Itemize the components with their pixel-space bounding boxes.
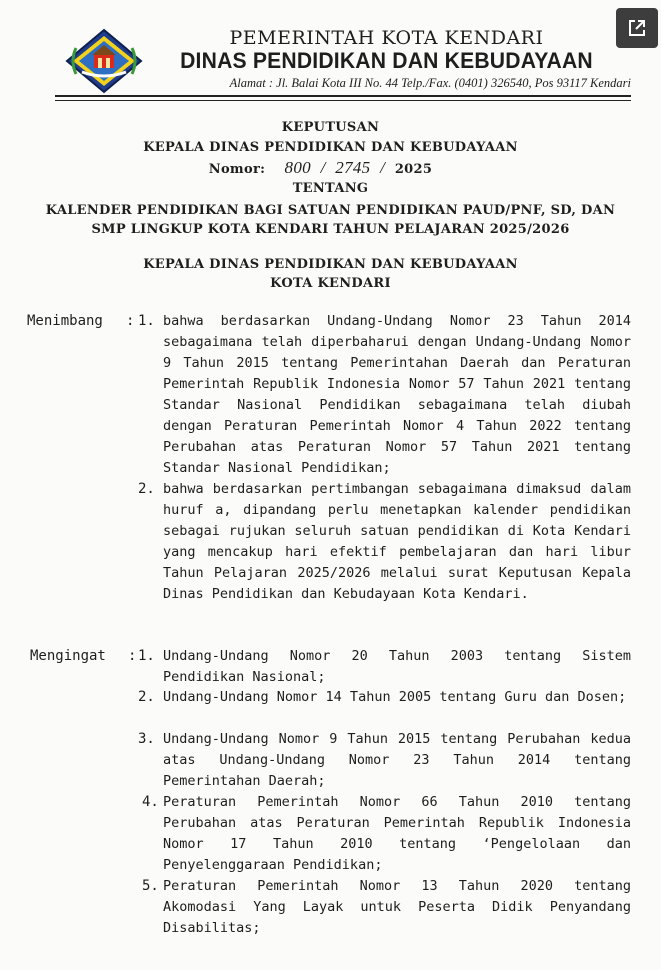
letterhead-rule-thin	[55, 100, 631, 101]
menimbang-item-1-text: bahwa berdasarkan Undang-Undang Nomor 23 Tahun 2014 sebagaimana telah diperbaharui dengan Undang-Undang Nomor 9 Tahun 2015 tentang Pemerintahan Daerah dan Peraturan Pemerintah Republik Indonesia Nomor 57 Tahun 2021 tentang Standar Nasional Pendidikan sebagaimana telah diubah dengan Peraturan Pemerintah Nomor 4 Tahun 2022 tentang Perubahan atas Peraturan Nomor 57 Tahun 2021 tentang Standar Nasional Pendidikan;	[163, 313, 631, 476]
authority-line-2: KOTA KENDARI	[270, 276, 391, 291]
number-separator-1: /	[320, 158, 326, 177]
letterhead-rule-thick	[55, 95, 631, 97]
letterhead-address: Alamat : Jl. Balai Kota III No. 44 Telp./Fax. (0401) 326540, Pos 93117 Kendari	[229, 76, 631, 90]
number-part-2: 2745	[335, 158, 371, 177]
decree-number	[0, 158, 651, 178]
number-separator-2: /	[380, 158, 386, 177]
mengingat-item-5-number: 5.	[142, 878, 159, 894]
menimbang-label: Menimbang	[27, 313, 103, 329]
decree-about: TENTANG	[292, 181, 369, 196]
number-year: 2025	[394, 162, 433, 177]
number-part-1: 800	[284, 158, 311, 177]
decree-subject-line-1: KALENDER PENDIDIKAN BAGI SATUAN PENDIDIKAN PAUD/PNF, SD, DAN	[45, 203, 616, 218]
mengingat-item-4-text: Peraturan Pemerintah Nomor 66 Tahun 2010 tentang Perubahan atas Peraturan Pemerintah Republik Indonesia Nomor 17 Tahun 2010 tentang ‘Pengelolaan dan Penyelenggaraan Pendidikan;	[163, 794, 631, 873]
mengingat-item-4-number: 4.	[142, 794, 159, 810]
decree-issuer: KEPALA DINAS PENDIDIKAN DAN KEBUDAYAAN	[143, 140, 518, 155]
mengingat-item-3-text: Undang-Undang Nomor 9 Tahun 2015 tentang Perubahan kedua atas Undang-Undang Nomor 23 Tahun 2014 tentang Pemerintahan Daerah;	[163, 731, 631, 789]
letterhead-agency: DINAS PENDIDIKAN DAN KEBUDAYAAN	[180, 48, 593, 73]
mengingat-item-5-text: Peraturan Pemerintah Nomor 13 Tahun 2020 tentang Akomodasi Yang Layak untuk Peserta Didik Penyandang Disabilitas;	[163, 878, 631, 936]
mengingat-item-3-number: 3.	[138, 731, 155, 747]
number-label: Nomor:	[208, 162, 266, 177]
menimbang-item-1-number: 1.	[138, 313, 155, 329]
mengingat-item-1-text: Undang-Undang Nomor 20 Tahun 2003 tentang Sistem Pendidikan Nasional;	[163, 648, 631, 685]
decree-subject-line-2: SMP LINGKUP KOTA KENDARI TAHUN PELAJARAN 2025/2026	[91, 222, 570, 237]
mengingat-label: Mengingat	[30, 648, 106, 664]
kendari-city-emblem	[64, 28, 144, 94]
menimbang-item-2-number: 2.	[138, 481, 155, 497]
authority-line-1: KEPALA DINAS PENDIDIKAN DAN KEBUDAYAAN	[143, 257, 518, 272]
mengingat-item-2-text: Undang-Undang Nomor 14 Tahun 2005 tentang Guru dan Dosen;	[163, 689, 627, 705]
mengingat-item-1-number: 1.	[138, 648, 155, 664]
decree-title: KEPUTUSAN	[281, 120, 380, 135]
letterhead-government: PEMERINTAH KOTA KENDARI	[229, 27, 544, 49]
menimbang-item-2-text: bahwa berdasarkan pertimbangan sebagaimana dimaksud dalam huruf a, dipandang perlu menetapkan kalender pendidikan sebagai rujukan seluruh satuan pendidikan di Kota Kendari yang mencakup hari efektif pembelajaran dan hari libur Tahun Pelajaran 2025/2026 melalui surat Keputusan Kepala Dinas Pendidikan dan Kebudayaan Kota Kendari.	[163, 481, 631, 602]
menimbang-colon: :	[126, 313, 135, 329]
mengingat-colon: :	[128, 648, 137, 664]
mengingat-item-2-number: 2.	[138, 689, 155, 705]
